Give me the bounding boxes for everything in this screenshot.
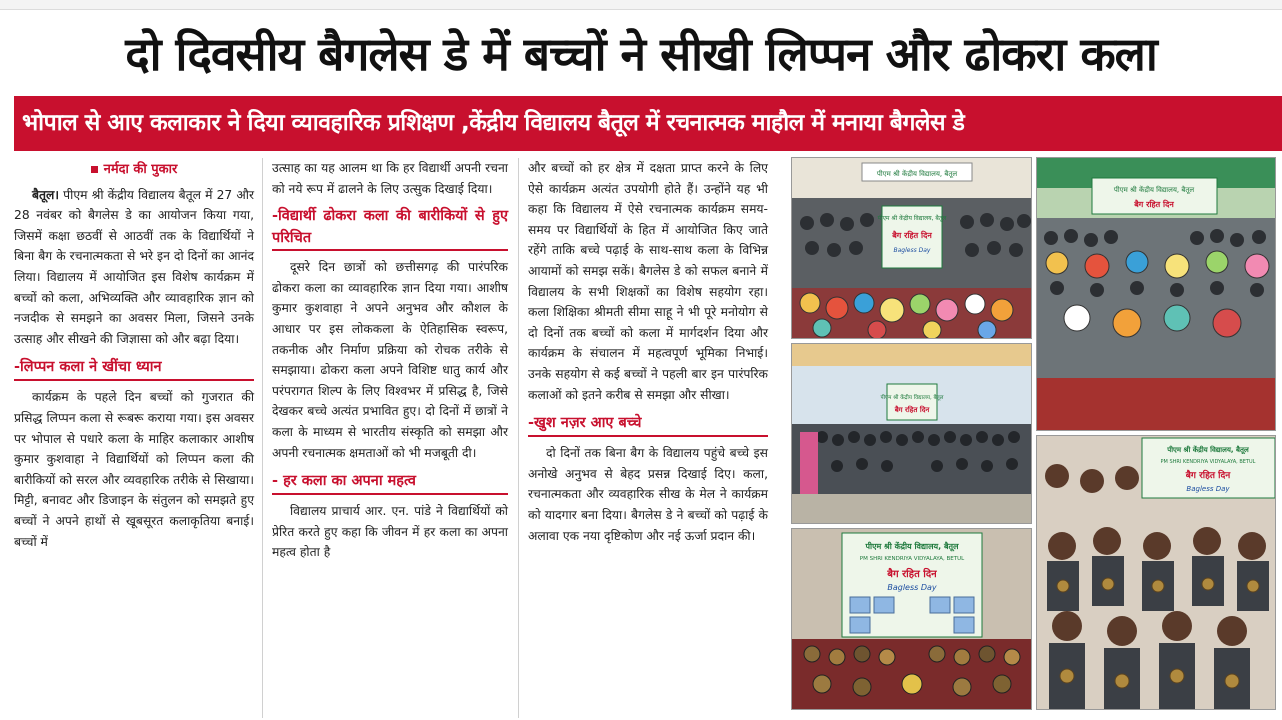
paragraph-enthusiasm: उत्साह का यह आलम था कि हर विद्यार्थी अपनी रचना को नये रूप में ढालने के लिए उत्सुक दिखाई दिया। bbox=[272, 161, 508, 196]
paragraph-intro bbox=[14, 185, 254, 350]
photo5-banner-bagless: बैग रहित दिन bbox=[1185, 471, 1231, 481]
photo-bagless-day-standee-image bbox=[792, 529, 1031, 709]
photo5-banner-title: पीएम श्री केंद्रीय विद्यालय, बैतूल bbox=[1167, 446, 1249, 454]
photo-students-decorated-wall-image bbox=[1037, 158, 1275, 430]
paragraph-intro-text: पीएम श्री केंद्रीय विद्यालय बैतूल में 27 और 28 नवंबर को बैगलेस डे का आयोजन किया गया, जिसमें कक्षा छठवीं से आठवीं तक के विद्यार्थियों ने बिना बैग के रचनात्मकता से भरे इन दो दिनों का आनंद लिया। विद्यालय में आयोजित इस विशेष कार्यक्रम में बच्चों को कला, अभिव्यक्ति और व्यावहारिक ज्ञान को नजदीक से समझने का अवसर मिला, जिसने उनके उत्साह और सीखने की जिज्ञासा को और बढ़ा दिया। bbox=[14, 187, 254, 346]
photo-students-lippan-art-image bbox=[792, 158, 1031, 338]
top-strip bbox=[0, 0, 1282, 10]
subheading-lippan: -लिप्पन कला ने खींचा ध्यान bbox=[14, 355, 254, 381]
photo1-standee-bagless: बैग रहित दिन bbox=[892, 231, 932, 240]
photo1-banner-title: पीएम श्री केंद्रीय विद्यालय, बैतूल bbox=[876, 170, 958, 178]
photo4-standee-title: पीएम श्री केंद्रीय विद्यालय, बैतूल bbox=[865, 542, 959, 551]
paragraph-principal-cont: और बच्चों को हर क्षेत्र में दक्षता प्राप्त करने के लिए ऐसे कार्यक्रम अत्यंत उपयोगी होते हैं। उन्होंने यह भी कहा कि विद्यालय में ऐसे रचनात्मक कार्यक्रम समय-समय पर विद्यार्थियों के हित में आयोजित किए जाते रहेंगे ताकि बच्चे पढ़ाई के साथ-साथ कला के विभिन्न आयामों को समझ सकें। बैगलेस डे को सफल बनाने में विद्यालय के सभी शिक्षकों का विशेष सहयोग रहा। कला शिक्षिका श्रीमती सीमा साहू ने भी पूरे मनोयोग से दो दिनों तक बच्चों को कला में मार्गदर्शन दिया और कार्यक्रम के संचालन में महत्वपूर्ण भूमिका निभाई। उनके सहयोग से कई बच्चों ने पहली बार इन पारंपरिक कलाओं को इतने करीब से समझा और सीखा। bbox=[528, 161, 768, 402]
photo2-banner-title: पीएम श्री केंद्रीय विद्यालय, बैतूल bbox=[1113, 186, 1195, 194]
column-divider bbox=[518, 158, 519, 718]
subheading-dhokra: -विद्यार्थी ढोकरा कला की बारीकियों से हुए परिचित bbox=[272, 205, 508, 251]
photo5-banner-title-en: PM SHRI KENDRIYA VIDYALAYA, BETUL bbox=[1160, 459, 1256, 465]
bullet-square-icon bbox=[91, 166, 98, 173]
paragraph-principal: विद्यालय प्राचार्य आर. एन. पांडे ने विद्यार्थियों को प्रेरित करते हुए कहा कि जीवन में हर कला का अपना महत्व होता है bbox=[272, 504, 508, 560]
dateline: बैतूल। bbox=[32, 187, 60, 202]
photo1-standee-bagless-en: Bagless Day bbox=[893, 247, 931, 254]
photo3-standee-bagless: बैग रहित दिन bbox=[894, 406, 930, 414]
photo-students-dhokra-crafts bbox=[1036, 435, 1276, 710]
photo3-standee-title: पीएम श्री केंद्रीय विद्यालय, बैतूल bbox=[880, 395, 944, 401]
paragraph-lippan: कार्यक्रम के पहले दिन बच्चों को गुजरात की प्रसिद्ध लिप्पन कला से रूबरू कराया गया। इस अवसर पर भोपाल से पधारे कला के माहिर कलाकार आशीष कुमार कुशवाहा ने विद्यार्थियों को लिप्पन कला की बारीकियों को सरल और व्यवहारिक तरीके से सिखाया। मिट्टी, बनावट और डिजाइन के संतुलन को समझते हुए बच्चों ने अपने हाथों से खूबसूरत कलाकृतिया बनाई। बच्चों में bbox=[14, 390, 254, 549]
photo-students-lippan-art bbox=[791, 157, 1032, 339]
photo-students-hall-image bbox=[792, 344, 1031, 523]
paragraph-dhokra: दूसरे दिन छात्रों को छत्तीसगढ़ की पारंपरिक ढोकरा कला का व्यावहारिक ज्ञान दिया गया। आशीष कुमार कुशवाहा ने अपने अनुभव और कौशल के आधार पर इस लोककला के ऐतिहासिक स्वरूप, तकनीक और निर्माण प्रक्रिया को रोचक तरीके से समझाया। ढोकरा कला अपने विशिष्ट धातु कार्य और परंपरागत शिल्प के लिए विश्वभर में प्रसिद्ध है, जिसे देखकर बच्चे अत्यंत प्रभावित हुए। दो दिनों में छात्रों ने कला के माध्यम से भारतीय संस्कृति को समझा और अपनी रचनात्मक क्षमताओं को भी मजबूती दी। bbox=[272, 260, 508, 460]
photo4-standee-bagless-en: Bagless Day bbox=[887, 583, 937, 592]
byline-text: नर्मदा की पुकार bbox=[103, 162, 178, 177]
photo-students-dhokra-crafts-image bbox=[1037, 436, 1275, 709]
article-column-3 bbox=[528, 158, 768, 550]
paragraph-happy: दो दिनों तक बिना बैग के विद्यालय पहुंचे बच्चे इस अनोखे अनुभव से बेहद प्रसन्न दिखाई दिए। कला, रचनात्मकता और व्यवहारिक सीख के मेल ने कार्यक्रम को यादगार बना दिया। बैगलेस डे ने बच्चों को पढ़ाई के अलावा एक नया दृष्टिकोण और नई ऊर्जा प्रदान की। bbox=[528, 446, 768, 543]
photo2-banner-bagless: बैग रहित दिन bbox=[1134, 200, 1174, 209]
photo5-banner-bagless-en: Bagless Day bbox=[1186, 485, 1230, 493]
subheadline: भोपाल से आए कलाकार ने दिया व्यावहारिक प्रशिक्षण ,केंद्रीय विद्यालय बैतूल में रचनात्मक माहौल में मनाया बैगलेस डे bbox=[14, 96, 1282, 151]
article-column-2 bbox=[272, 158, 508, 567]
photo4-standee-bagless: बैग रहित दिन bbox=[887, 569, 937, 580]
headline: दो दिवसीय बैगलेस डे में बच्चों ने सीखी लिप्पन और ढोकरा कला bbox=[125, 27, 1157, 81]
photo-students-decorated-wall bbox=[1036, 157, 1276, 431]
article-column-1 bbox=[14, 158, 254, 556]
byline bbox=[14, 160, 254, 181]
column-divider bbox=[262, 158, 263, 718]
subheading-happy-children: -खुश नज़र आए बच्चे bbox=[528, 411, 768, 437]
photo4-standee-title-en: PM SHRI KENDRIYA VIDYALAYA, BETUL bbox=[859, 556, 965, 562]
photo1-standee-title: पीएम श्री केंद्रीय विद्यालय, बैतूल bbox=[877, 215, 947, 222]
photo-bagless-day-standee bbox=[791, 528, 1032, 710]
photo-students-hall bbox=[791, 343, 1032, 524]
subheading-every-art: - हर कला का अपना महत्व bbox=[272, 469, 508, 495]
